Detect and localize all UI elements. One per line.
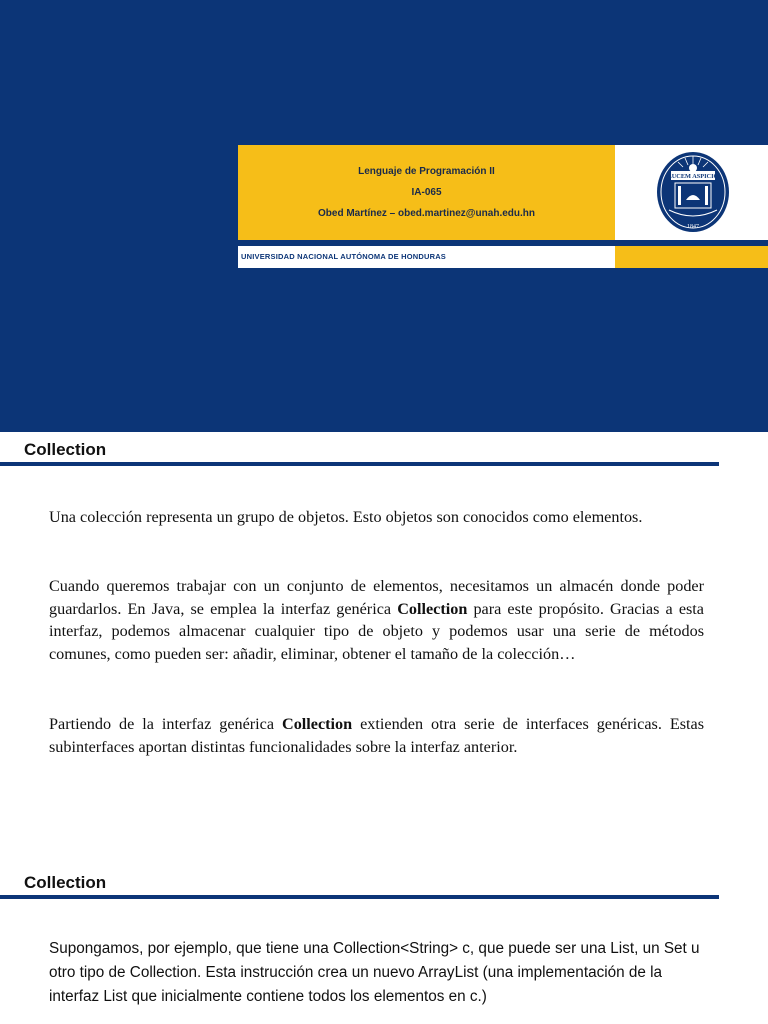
slide2-paragraph-1: Una colección representa un grupo de objetos. Esto objetos son conocidos como elementos. — [49, 508, 643, 526]
slide2-title: Collection — [24, 440, 107, 459]
title-slide — [0, 0, 768, 432]
slide3-paragraph-1: Supongamos, por ejemplo, que tiene una Collection<String> c, que puede ser una List, un Set u otro tipo de Collection. Esta instrucción crea un nuevo ArrayList (una implementación de la interfaz List que inicialmente contiene todos los elementos en c.) — [49, 940, 700, 1005]
collection-term: Collection — [282, 715, 353, 733]
slide3-rule — [0, 895, 719, 899]
seal-motto: LUCEM ASPICIO — [667, 173, 719, 180]
seal-box — [615, 145, 768, 240]
course-info-box — [238, 145, 615, 240]
seal-year: 1847 — [687, 224, 699, 230]
accent-bar — [615, 246, 768, 268]
slide3-title: Collection — [24, 873, 107, 892]
course-name: Lenguaje de Programación II — [358, 166, 495, 177]
slide2-paragraph-3: Partiendo de la interfaz genérica Collection extienden otra serie de interfaces genéricas. Estas subinterfaces aportan distintas funcionalidades sobre la interfaz anterior. — [49, 715, 704, 756]
course-banner — [238, 145, 768, 240]
instructor-info: Obed Martínez – obed.martinez@unah.edu.hn — [318, 208, 535, 219]
course-code: IA-065 — [411, 187, 442, 198]
university-name: UNIVERSIDAD NACIONAL AUTÓNOMA DE HONDURAS — [238, 246, 615, 268]
university-bar — [238, 246, 768, 268]
university-seal-icon — [655, 150, 731, 234]
collection-term: Collection — [397, 599, 468, 618]
slide2-rule — [0, 462, 719, 466]
slide2-paragraph-2: Cuando queremos trabajar con un conjunto de elementos, necesitamos un almacén donde poder guardarlos. En Java, se emplea la interfaz genérica Collection para este propósito. Gracias a esta interfaz, podemos almacenar cualquier tipo de objeto y podemos usar una serie de métodos comunes, como pueden ser: añadir, eliminar, obtener el tamaño de la colección… — [49, 577, 704, 663]
